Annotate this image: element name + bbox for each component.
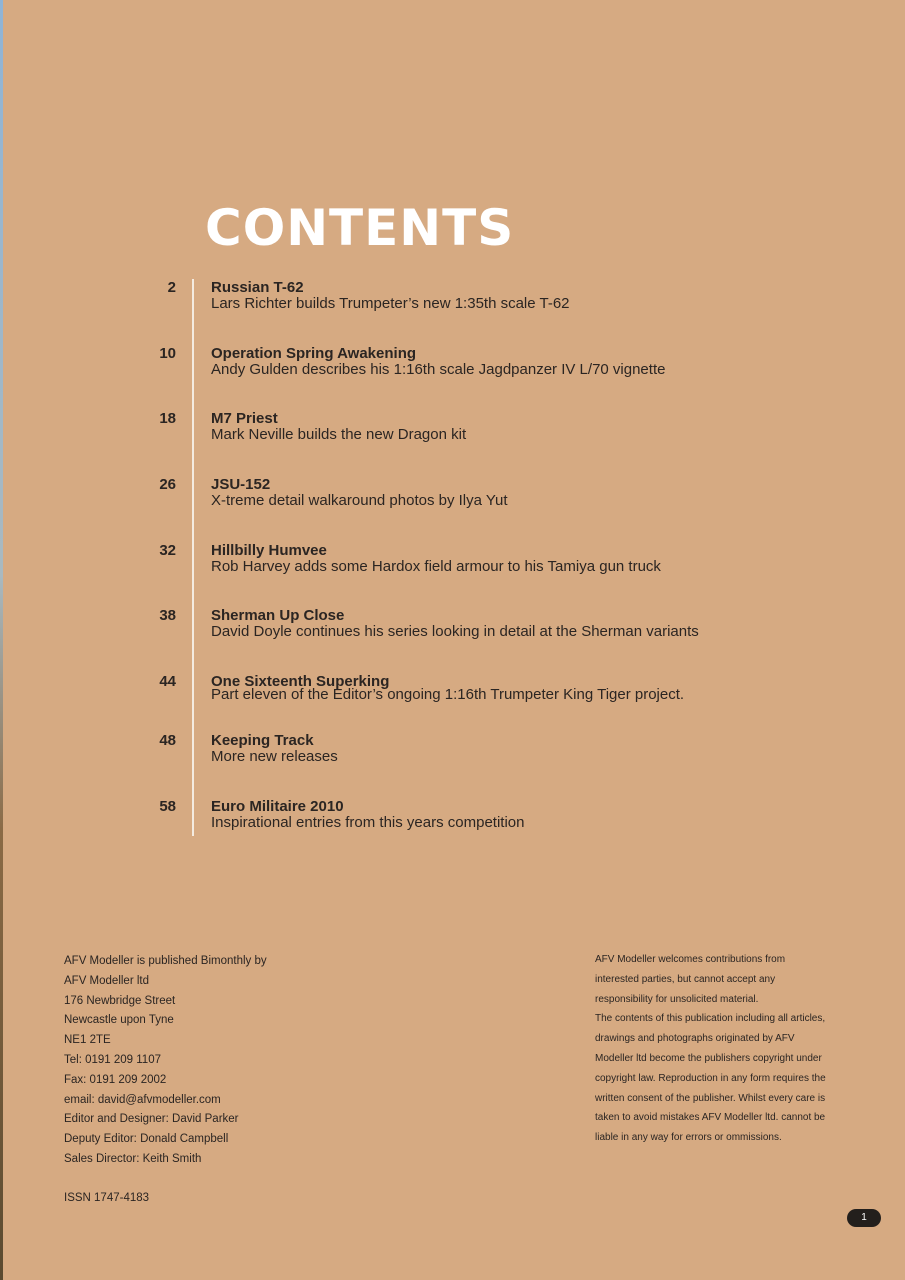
toc-page-number: 18 [159,410,176,427]
toc-description: Lars Richter builds Trumpeter’s new 1:35th scale T-62 [211,295,570,312]
page-number-badge: 1 [847,1209,881,1227]
issn: ISSN 1747-4183 [64,1192,150,1204]
notice-line: copyright law. Reproduction in any form requires the [595,1072,826,1084]
publisher-line: NE1 2TE [64,1034,111,1047]
publisher-line: Newcastle upon Tyne [64,1014,174,1027]
publisher-line: Deputy Editor: Donald Campbell [64,1133,229,1146]
toc-heading: M7 Priest [211,410,278,427]
toc-page-number: 10 [159,345,176,362]
toc-page-number: 26 [159,476,176,493]
publisher-line: Sales Director: Keith Smith [64,1152,202,1165]
publisher-line: 176 Newbridge Street [64,994,176,1007]
notice-line: interested parties, but cannot accept any [595,973,776,985]
toc-description: More new releases [211,748,338,765]
toc-page-number: 44 [159,673,176,690]
toc-page-number: 58 [159,798,176,815]
toc-description: Mark Neville builds the new Dragon kit [211,426,467,443]
toc-page-number: 2 [167,279,176,296]
toc-heading: Hillbilly Humvee [211,542,327,559]
toc-heading: Operation Spring Awakening [211,345,417,362]
toc-description: Andy Gulden describes his 1:16th scale Jagdpanzer IV L/70 vignette [211,361,666,378]
notice-line: AFV Modeller welcomes contributions from [595,954,786,965]
notice-line: drawings and photographs originated by AFV [595,1033,795,1045]
publisher-email[interactable]: email: david@afvmodeller.com [64,1093,221,1106]
copyright-notice [595,950,850,1148]
publisher-info [64,952,267,1170]
publisher-line: AFV Modeller ltd [64,974,150,987]
publisher-line: Tel: 0191 209 1107 [64,1053,161,1066]
notice-line: Modeller ltd become the publishers copyright under [595,1052,822,1064]
notice-line: responsibility for unsolicited material. [595,993,759,1005]
toc-description: David Doyle continues his series looking in detail at the Sherman variants [211,623,699,640]
toc-heading: One Sixteenth Superking [211,673,390,690]
toc-description: Part eleven of the Editor’s ongoing 1:16th Trumpeter King Tiger project. [211,686,685,703]
toc-heading: Euro Militaire 2010 [211,798,344,815]
left-edge-strip [0,0,3,1280]
toc-page-number: 48 [159,732,176,749]
toc-page-number: 32 [159,542,176,559]
page-title: CONTENTS [205,199,515,257]
notice-line: taken to avoid mistakes AFV Modeller ltd. cannot be [595,1112,826,1124]
notice-line: liable in any way for errors or ommissions. [595,1132,782,1144]
toc-divider [192,279,194,836]
publisher-line: AFV Modeller is published Bimonthly by [64,955,267,967]
toc-heading: Keeping Track [211,732,314,749]
toc-heading: JSU-152 [211,476,271,493]
publisher-line: Fax: 0191 209 2002 [64,1073,167,1086]
notice-line: written consent of the publisher. Whilst every care is [595,1092,826,1104]
toc-description: Rob Harvey adds some Hardox field armour to his Tamiya gun truck [211,558,661,575]
toc-page-number: 38 [159,607,176,624]
toc-description: X-treme detail walkaround photos by Ilya Yut [211,492,508,509]
publisher-line: Editor and Designer: David Parker [64,1113,239,1126]
notice-line: The contents of this publication including all articles, [595,1013,826,1025]
toc-heading: Russian T-62 [211,279,304,296]
toc-description: Inspirational entries from this years competition [211,814,525,831]
toc-heading: Sherman Up Close [211,607,345,624]
